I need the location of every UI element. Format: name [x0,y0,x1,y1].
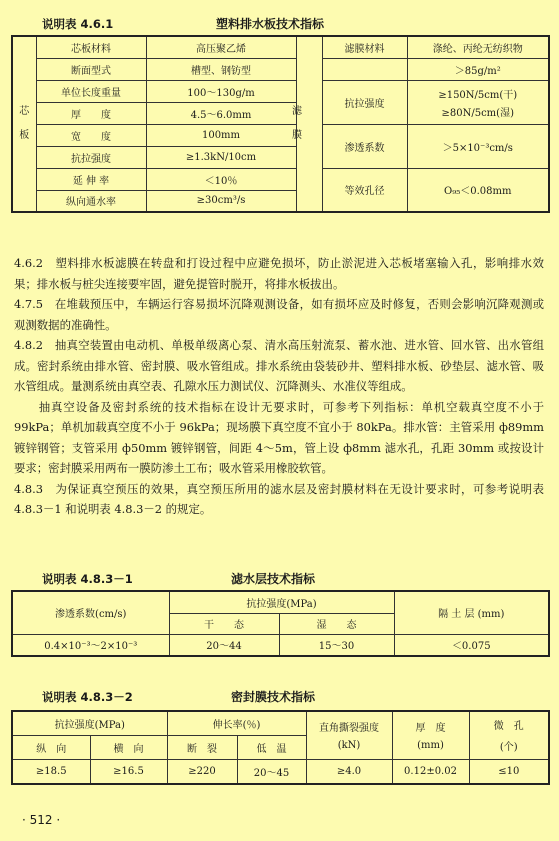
t3-head-low-temp: 低 温 [237,735,306,759]
t3-head-thickness: 厚 度 (mm) [392,711,469,759]
t3-head-break: 断 裂 [167,735,237,759]
core-name-width: 宽 度 [36,124,146,146]
filter-value-pore-size: O₉₅＜0.08mm [407,168,549,212]
core-value-elongation: ＜10％ [146,168,296,190]
core-value-thickness: 4.5～6.0mm [146,102,296,124]
t2-head-wet: 湿 态 [279,613,394,634]
t3-head-pores: 微 孔 (个) [469,711,549,759]
t3-cell-longitudinal: ≥18.5 [12,759,90,784]
body-text [14,253,544,520]
para-4-8-2-indicators: 抽真空设备及密封系统的技术指标在设计无要求时，可参考下列指标：单机空载真空度不小于 99kPa；单机加载真空度不小于 96kPa；现场膜下真空度不宜小于 80kPa。排水管：主管采用 ф89mm 镀锌钢管；支管采用 ф50mm 镀锌钢管，间距 4～5m，管上设 ф8mm 滤水孔，孔距 30mm 或按设计要求；密封膜采用两布一膜防渗土工布；吸水管采用橡胶软管。 [14,399,544,475]
table1-title: 塑料排水板技术指标 [216,17,325,31]
t2-head-permeability: 渗透系数(cm/s) [12,591,169,634]
t3-head-tear: 直角撕裂强度 (kN) [306,711,392,759]
t3-cell-transverse: ≥16.5 [90,759,167,784]
t2-head-separation: 隔 土 层 (mm) [394,591,549,634]
filter-name-weight [322,58,407,80]
page-number: · 512 · [22,813,61,827]
t2-cell-separation: ＜0.075 [394,634,549,656]
filter-name-tensile: 抗拉强度 [322,80,407,124]
t2-head-dry: 干 态 [169,613,279,634]
t3-head-transverse: 横 向 [90,735,167,759]
t3-cell-low-temp: 20～45 [237,759,306,784]
filter-value-weight: ＞85g/m² [407,58,549,80]
core-name-unit-weight: 单位长度重量 [36,80,146,102]
core-value-tensile: ≥1.3kN/10cm [146,146,296,168]
t3-cell-tear: ≥4.0 [306,759,392,784]
filter-value-material: 涤纶、丙纶无纺织物 [407,36,549,58]
t3-cell-pores: ≤10 [469,759,549,784]
core-name-elongation: 延 伸 率 [36,168,146,190]
para-4-8-3: 4.8.3 为保证真空预压的效果，真空预压所用的滤水层及密封膜材料在无设计要求时，可参考说明表 4.8.3－1 和说明表 4.8.3－2 的规定。 [14,481,544,516]
filter-value-tensile: ≥150N/5cm(干) ≥80N/5cm(湿) [407,80,549,124]
core-value-material: 高压聚乙烯 [146,36,296,58]
core-value-width: 100mm [146,124,296,146]
filter-label-text: 滤 膜 [292,106,302,141]
para-4-6-2: 4.6.2 塑料排水板滤膜在转盘和打设过程中应避免损坏，防止淤泥进入芯板堵塞输入孔，影响排水效果；排水板与桩尖连接要牢固，避免提管时脱开，将排水板拔出。 [14,256,544,291]
filter-value-permeability: ＞5×10⁻³cm/s [407,124,549,168]
t3-head-longitudinal: 纵 向 [12,735,90,759]
core-name-thickness: 厚 度 [36,102,146,124]
table3 [11,710,550,785]
core-name-material: 芯板材料 [36,36,146,58]
t2-cell-wet: 15～30 [279,634,394,656]
table3-title: 密封膜技术指标 [231,690,316,704]
table3-caption-number: 说明表 4.8.3－2 [42,690,133,704]
para-4-7-5: 4.7.5 在堆载预压中，车辆运行容易损坏沉降观测设备，如有损坏应及时修复，否则会影响沉降观测或观测数据的准确性。 [14,297,544,332]
t2-cell-dry: 20～44 [169,634,279,656]
core-value-flow: ≥30cm³/s [146,190,296,212]
para-4-8-2: 4.8.2 抽真空装置由电动机、单极单级离心泵、清水高压射流泵、蓄水池、进水管、回水管、出水管组成。密封系统由排水管、密封膜、吸水管组成。排水系统由袋装砂井、塑料排水板、砂垫层、滤水管、吸水管组成。量测系统由真空表、孔隙水压力测试仪、沉降测头、水准仪等组成。 [14,338,544,393]
t3-head-strength: 抗拉强度(MPa) [12,711,167,735]
t2-head-strength: 抗拉强度(MPa) [169,591,394,613]
core-name-section: 断面型式 [36,58,146,80]
table1 [11,35,550,213]
filter-name-material: 滤膜材料 [322,36,407,58]
table2 [11,590,550,657]
t2-cell-permeability: 0.4×10⁻³～2×10⁻³ [12,634,169,656]
table1-caption-number: 说明表 4.6.1 [42,17,114,31]
table2-caption-number: 说明表 4.8.3－1 [42,572,133,586]
core-label: 芯 板 [12,36,36,212]
t3-cell-break: ≥220 [167,759,237,784]
t3-cell-thickness: 0.12±0.02 [392,759,469,784]
table2-title: 滤水层技术指标 [231,572,316,586]
core-name-tensile: 抗拉强度 [36,146,146,168]
core-value-section: 槽型、钢钫型 [146,58,296,80]
core-name-flow: 纵向通水率 [36,190,146,212]
t3-head-elongation: 伸长率(％) [167,711,306,735]
core-value-unit-weight: 100～130g/m [146,80,296,102]
filter-name-permeability: 渗透系数 [322,124,407,168]
filter-name-pore-size: 等效孔径 [322,168,407,212]
